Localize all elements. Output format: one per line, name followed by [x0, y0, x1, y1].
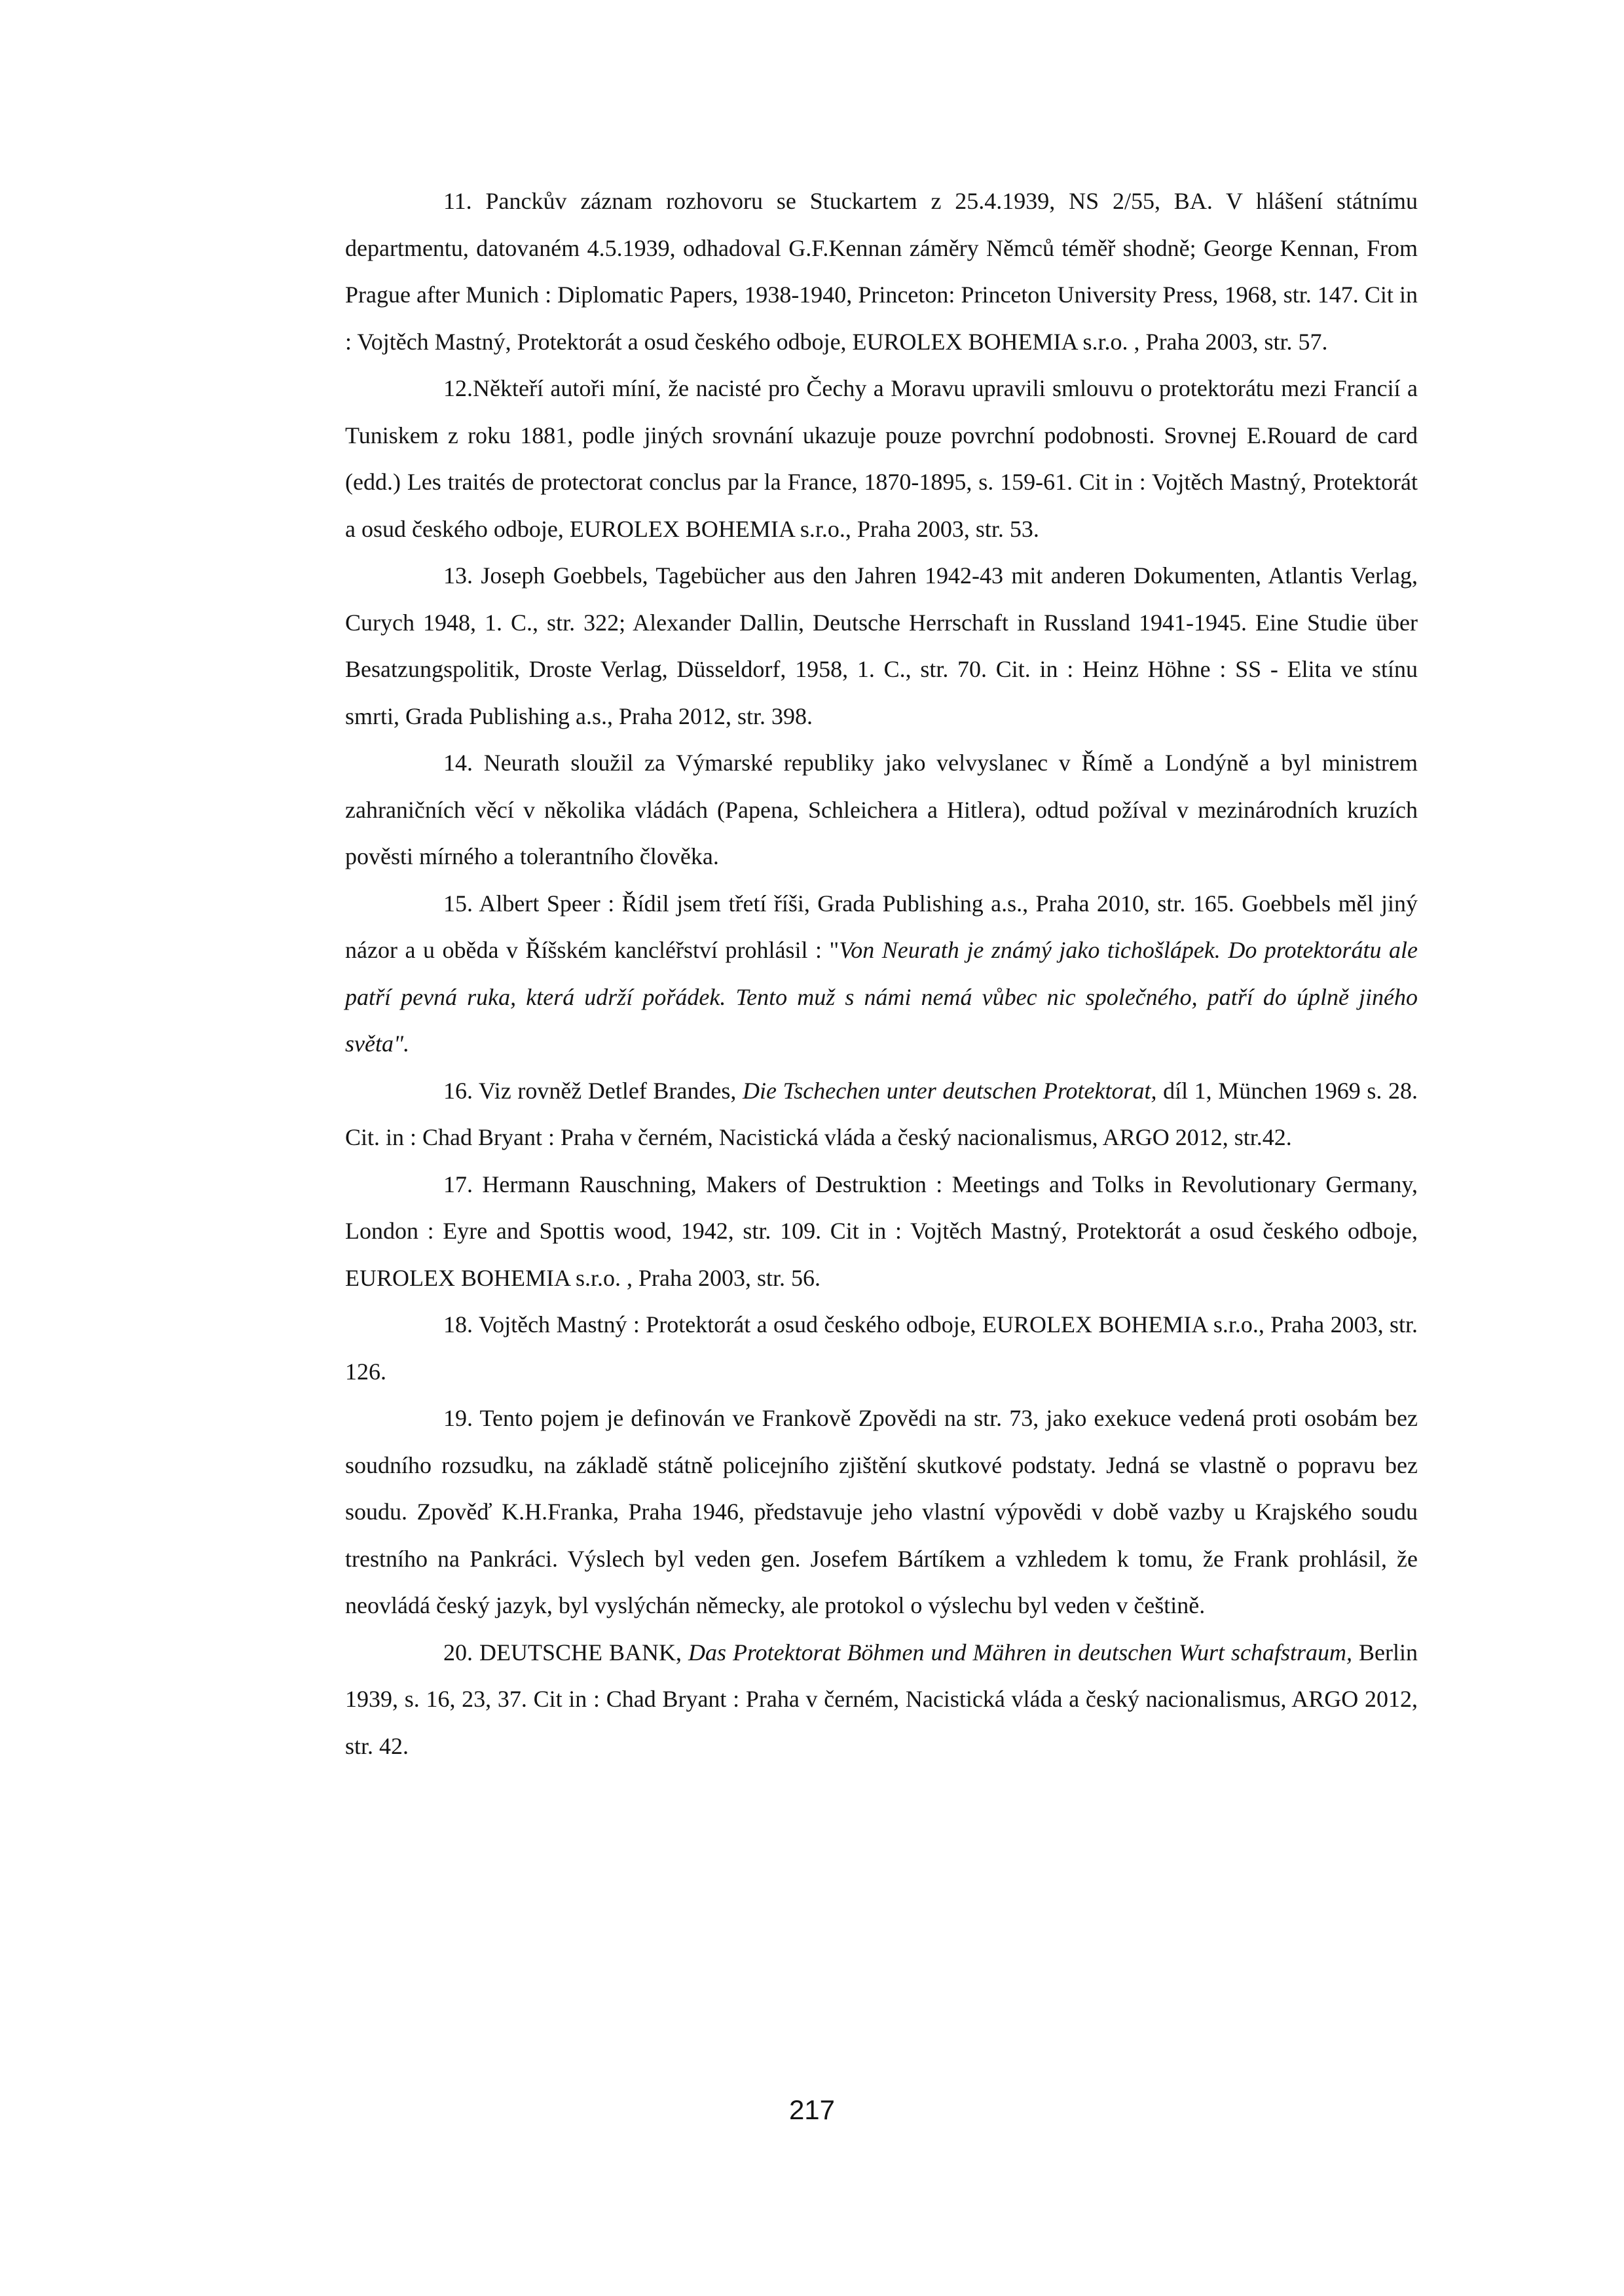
footnote-18: 18. Vojtěch Mastný : Protektorát a osud českého odboje, EUROLEX BOHEMIA s.r.o., Praha 2003, str. 126. — [345, 1311, 1418, 1385]
footnote-16-text-end: díl 1, München 1969 s. 28. Cit. in : Chad Bryant : Praha v černém, Nacistická vláda a český nacionalismus, ARGO 2012, str.42. — [345, 1077, 1418, 1150]
footnote-20-text-start: 20. DEUTSCHE BANK, — [443, 1639, 688, 1666]
footnote-15-text: 15. Albert Speer : Řídil jsem třetí říši, Grada Publishing a.s., Praha 2010, str. 165. Goebbels měl jiný názor a u oběda v Říšském kancléřství prohlásil : " — [345, 890, 1418, 963]
footnote-20-title: Das Protektorat Böhmen und Mähren in deutschen Wurt schafstraum, — [688, 1639, 1353, 1666]
footnote-20 — [345, 1630, 1418, 1770]
footnote-19: 19. Tento pojem je definován ve Frankově Zpovědi na str. 73, jako exekuce vedená proti osobám bez soudního rozsudku, na základě státně policejního zjištění skutkové podstaty. Jedná se vlastně o popravu bez soudu. Zpověď K.H.Franka, Praha 1946, představuje jeho vlastní výpovědi v době vazby u Krajského soudu trestního na Pankráci. Výslech byl veden gen. Josefem Bártíkem a vzhledem k tomu, že Frank prohlásil, že neovládá český jazyk, byl vyslýchán německy, ale protokol o výslechu byl veden v češtině. — [345, 1405, 1418, 1618]
footnote-13: 13. Joseph Goebbels, Tagebücher aus den Jahren 1942-43 mit anderen Dokumenten, Atlantis Verlag, Curych 1948, 1. C., str. 322; Alexander Dallin, Deutsche Herrschaft in Russland 1941-1945. Eine Studie über Besatzungspolitik, Droste Verlag, Düsseldorf, 1958, 1. C., str. 70. Cit. in : Heinz Höhne : SS - Elita ve stínu smrti, Grada Publishing a.s., Praha 2012, str. 398. — [345, 562, 1418, 729]
footnote-16-text-start: 16. Viz rovněž Detlef Brandes, — [443, 1077, 743, 1104]
footnote-17: 17. Hermann Rauschning, Makers of Destruktion : Meetings and Tolks in Revolutionary Germany, London : Eyre and Spottis wood, 1942, str. 109. Cit in : Vojtěch Mastný, Protektorát a osud českého odboje, EUROLEX BOHEMIA s.r.o. , Praha 2003, str. 56. — [345, 1171, 1418, 1291]
footnote-16-title: Die Tschechen unter deutschen Protektorat, — [742, 1077, 1157, 1104]
footnote-11: 11. Panckův záznam rozhovoru se Stuckartem z 25.4.1939, NS 2/55, BA. V hlášení státnímu departmentu, datovaném 4.5.1939, odhadoval G.F.Kennan záměry Němců téměř shodně; George Kennan, From Prague after Munich : Diplomatic Papers, 1938-1940, Princeton: Princeton University Press, 1968, str. 147. Cit in : Vojtěch Mastný, Protektorát a osud českého odboje, EUROLEX BOHEMIA s.r.o. , Praha 2003, str. 57. — [345, 188, 1418, 355]
footnotes-column — [345, 178, 1418, 1770]
footnote-12: 12.Někteří autoři míní, že nacisté pro Čechy a Moravu upravili smlouvu o protektorátu mezi Francií a Tuniskem z roku 1881, podle jiných srovnání ukazuje pouze povrchní podobnosti. Srovnej E.Rouard de card (edd.) Les traités de protectorat conclus par la France, 1870-1895, s. 159-61. Cit in : Vojtěch Mastný, Protektorát a osud českého odboje, EUROLEX BOHEMIA s.r.o., Praha 2003, str. 53. — [345, 375, 1418, 542]
footnote-15 — [345, 881, 1418, 1068]
footnote-14: 14. Neurath sloužil za Výmarské republiky jako velvyslanec v Římě a Londýně a byl ministrem zahraničních věcí v několika vládách (Papena, Schleichera a Hitlera), odtud požíval v mezinárodních kruzích pověsti mírného a tolerantního člověka. — [345, 750, 1418, 869]
footnote-16 — [345, 1068, 1418, 1161]
footnote-15-quote: Von Neurath je známý jako tichošlápek. Do protektorátu ale patří pevná ruka, která udrží pořádek. Tento muž s námi nemá vůbec nic společného, patří do úplně jiného světa". — [345, 937, 1418, 1057]
page-number: 217 — [788, 2094, 836, 2125]
footnote-20-text-end: Berlin 1939, s. 16, 23, 37. Cit in : Chad Bryant : Praha v černém, Nacistická vláda a český nacionalismus, ARGO 2012, str. 42. — [345, 1639, 1418, 1759]
